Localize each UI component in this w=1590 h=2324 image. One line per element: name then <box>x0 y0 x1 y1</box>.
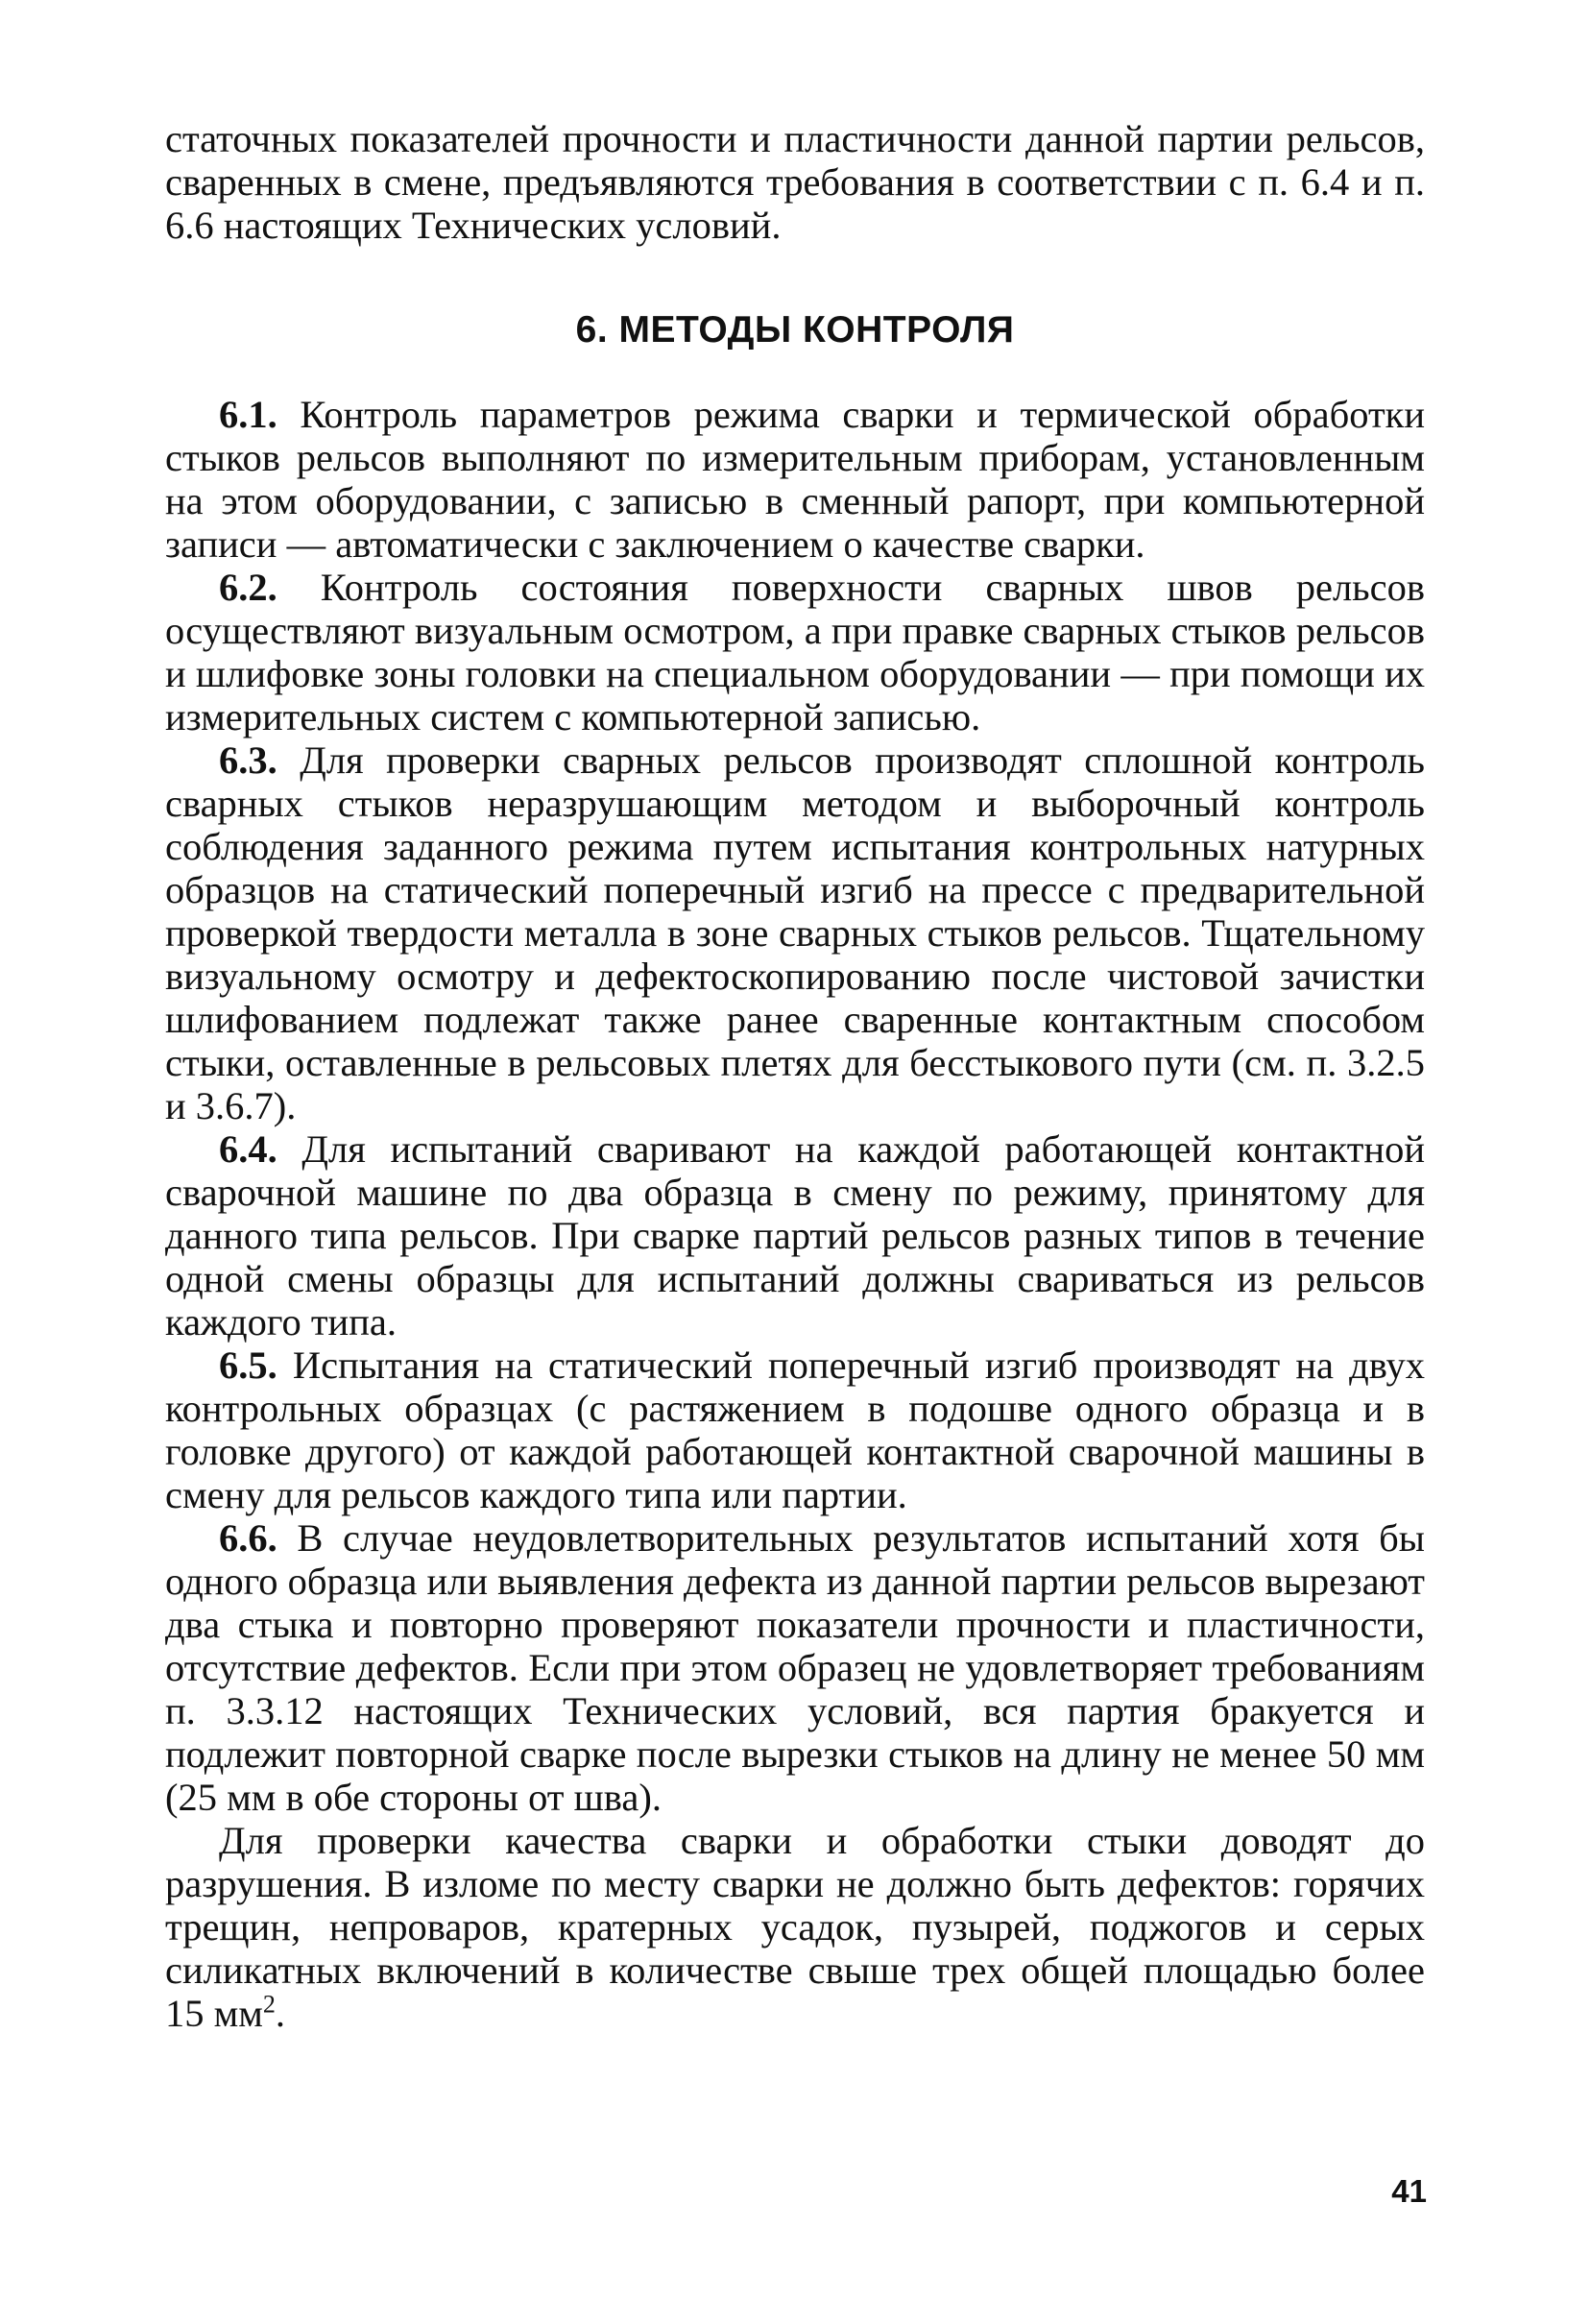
paragraph-6-4 <box>165 1127 1425 1344</box>
final-period: . <box>275 1992 286 2035</box>
paragraph-number: 6.1. <box>219 393 277 436</box>
paragraph-text: Испытания на статический поперечный изгиб производят на двух контрольных образцах (с растяжением в подошве одного образца и в головке другого) от каждой работающей контактной сварочной машины в смену для рельсов каждого типа или партии. <box>165 1344 1426 1516</box>
page-number: 41 <box>1391 2173 1427 2209</box>
paragraph-6-6 <box>165 1516 1425 1819</box>
paragraph-text: Для проверки сварных рельсов производят сплошной контроль сварных стыков неразрушающим методом и выборочный контроль соблюдения заданного режима путем испытания контрольных натурных образцов на статический поперечный изгиб на прессе с предварительной проверкой твердости металла в зоне сварных стыков рельсов. Тщательному визуальному осмотру и дефектоскопированию после чистовой зачистки шлифованием подлежат также ранее сваренные контактным способом стыки, оставленные в рельсовых плетях для бесстыкового пути (см. п. 3.2.5 и 3.6.7). <box>165 738 1425 1127</box>
paragraph-number: 6.4. <box>219 1127 277 1171</box>
paragraph-text: Контроль параметров режима сварки и термической обработки стыков рельсов выполняют по измерительным приборам, установленным на этом оборудовании, с записью в сменный рапорт, при компьютерной записи — автоматически с заключением о качестве сварки. <box>165 393 1425 566</box>
paragraph-text: Для испытаний сваривают на каждой работающей контактной сварочной машине по два образца в смену по режиму, принятому для данного типа рельсов. При сварке партий рельсов разных типов в течение одной смены образцы для испытаний должны свариваться из рельсов каждого типа. <box>165 1127 1425 1344</box>
paragraph-6-2 <box>165 566 1425 738</box>
section-title: 6. МЕТОДЫ КОНТРОЛЯ <box>575 309 1015 351</box>
paragraph-number: 6.3. <box>219 738 277 782</box>
final-text: Для проверки качества сварки и обработки стыки доводят до разрушения. В изломе по месту сварки не должно быть дефектов: горячих трещин, непроваров, кратерных усадок, пузырей, поджогов и серых силикатных включений в количестве свыше трех общей площадью более 15 мм <box>165 1819 1425 2035</box>
paragraph-6-5 <box>165 1344 1425 1516</box>
intro-text: статочных показателей прочности и пластичности данной партии рельсов, сваренных в смене, предъявляются требования в соответствии с п. 6.4 и п. 6.6 настоящих Технических условий. <box>165 117 1425 247</box>
paragraph-number: 6.5. <box>219 1344 277 1387</box>
paragraph-6-1 <box>165 393 1425 566</box>
paragraph-6-3 <box>165 738 1425 1127</box>
intro-paragraph <box>165 117 1425 247</box>
paragraph-text: В случае неудовлетворительных результатов испытаний хотя бы одного образца или выявления дефекта из данной партии рельсов вырезают два стыка и повторно проверяют показатели прочности и пластичности, отсутствие дефектов. Если при этом образец не удовлетворяет требованиям п. 3.3.12 настоящих Технических условий, вся партия бракуется и подлежит повторной сварке после вырезки стыков на длину не менее 50 мм (25 мм в обе стороны от шва). <box>165 1516 1425 1819</box>
final-paragraph <box>165 1819 1425 2035</box>
paragraph-text: Контроль состояния поверхности сварных швов рельсов осуществляют визуальным осмотром, а при правке сварных стыков рельсов и шлифовке зоны головки на специальном оборудовании — при помощи их измерительных систем с компьютерной записью. <box>165 566 1425 738</box>
document-page <box>165 117 1425 2035</box>
paragraph-number: 6.2. <box>219 566 277 609</box>
unit-superscript: 2 <box>262 1990 276 2019</box>
paragraph-number: 6.6. <box>219 1516 277 1560</box>
